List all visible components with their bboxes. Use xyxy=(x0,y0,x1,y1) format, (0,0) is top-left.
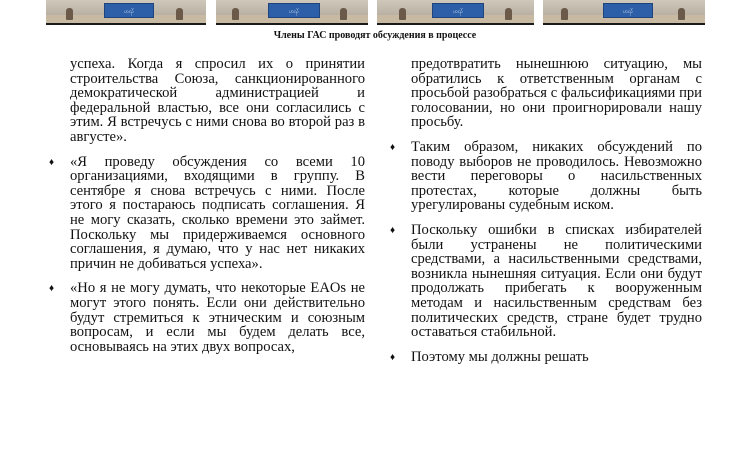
right-column xyxy=(390,57,702,374)
left-column xyxy=(49,57,365,364)
bullet-text: «Я проведу обсуждения со всеми 10 организациями, входящими в группу. В сентябре я снова встречусь с ними. После этого я постараюсь подписать соглашения. Я не могу сказать, сколько времени это займет. Поскольку мы придерживаемся основного соглашения, я думаю, что у нас нет никаких причин не добиваться успеха». xyxy=(70,153,365,272)
bullet-item xyxy=(49,281,365,354)
banner-text: ဟၺၴ xyxy=(289,9,299,15)
bullet-text: «Но я не могу думать, что некоторые EAOs не могут этого понять. Если они действительно будут стремиться к этническим и союзным вопросам, и если мы будем делать все, основываясь на этих двух вопросах, xyxy=(70,280,365,355)
bullet-text: Поскольку ошибки в списках избирателей были устранены не политическими средствами, а насильственными средствами, возникла нынешняя ситуация. Если они будут продолжать прибегать к вооруженным методам и насильственным средствам без политических средств, стране будет трудно оставаться стабильной. xyxy=(411,221,702,341)
paragraph xyxy=(390,57,702,130)
diamond-bullet-icon: ♦ xyxy=(49,156,55,168)
photo-strip xyxy=(0,0,750,26)
diamond-bullet-icon: ♦ xyxy=(390,224,396,236)
bullet-text: Поэтому мы должны решать xyxy=(411,348,589,365)
banner-text: ဟၺၴ xyxy=(623,9,633,15)
meeting-photo xyxy=(377,0,534,25)
bullet-item xyxy=(49,155,365,272)
bullet-text: Таким образом, никаких обсуждений по поводу выборов не проводилось. Невозможно вести переговоры о насильственных протестах, которые должны быть урегулированы судебным иском. xyxy=(411,138,702,214)
bullet-item xyxy=(390,350,702,365)
meeting-photo xyxy=(46,0,206,25)
paragraph-text: успеха. Когда я спросил их о принятии строительства Союза, санкционированного демократической администрацией и федеральной властью, все они согласились с этим. Я встречусь с ними снова во второй раз в августе». xyxy=(70,56,365,145)
banner-text: ဟၺၴ xyxy=(453,9,463,15)
photo-caption: Члены ГАС проводят обсуждения в процессе xyxy=(273,30,477,41)
diamond-bullet-icon: ♦ xyxy=(390,351,396,363)
diamond-bullet-icon: ♦ xyxy=(49,283,55,295)
bullet-item xyxy=(390,223,702,340)
paragraph-text: предотвратить нынешнюю ситуацию, мы обратились к ответственным органам с просьбой разобраться с фальсификациями при голосовании, но они проигнорировали нашу просьбу. xyxy=(411,56,702,131)
meeting-photo xyxy=(543,0,705,25)
paragraph xyxy=(49,57,365,145)
diamond-bullet-icon: ♦ xyxy=(390,141,396,153)
bullet-item xyxy=(390,140,702,213)
meeting-photo xyxy=(216,0,368,25)
banner-text: ဟၺၴ xyxy=(124,9,134,15)
